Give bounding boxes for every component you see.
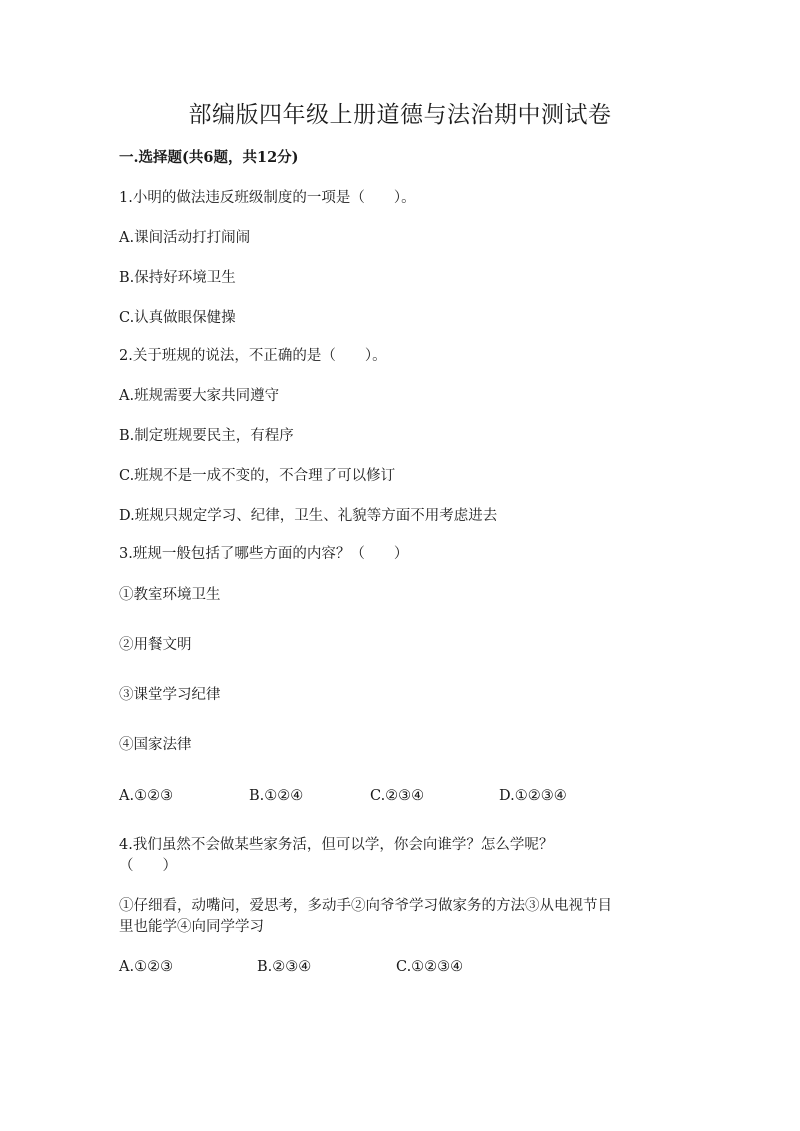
question-4-items-continued: 里也能学④向同学学习: [119, 919, 264, 935]
question-4-items: ①仔细看，动嘴问，爱思考，多动手②向爷爷学习做家务的方法③从电视节目: [119, 898, 612, 914]
question-3-stem: 3.班规一般包括了哪些方面的内容？（ ）: [119, 546, 409, 562]
question-2-stem: 2.关于班规的说法，不正确的是（ ）。: [119, 348, 387, 364]
question-2-option-c: C.班规不是一成不变的，不合理了可以修订: [119, 468, 396, 484]
question-3-option-d: D.①②③④: [499, 788, 567, 804]
question-2-option-d: D.班规只规定学习、纪律，卫生、礼貌等方面不用考虑进去: [119, 508, 498, 524]
question-4-option-a: A.①②③: [119, 959, 174, 975]
question-4-option-c: C.①②③④: [396, 959, 464, 975]
question-1-stem: 1.小明的做法违反班级制度的一项是（ ）。: [119, 190, 416, 206]
question-4-option-b: B.②③④: [257, 959, 312, 975]
question-4-stem: 4.我们虽然不会做某些家务活，但可以学，你会向谁学？怎么学呢？: [119, 837, 554, 853]
question-1-option-a: A.课间活动打打闹闹: [119, 230, 251, 246]
question-4-stem-blank: （ ）: [119, 858, 177, 874]
question-3-item-3: ③课堂学习纪律: [119, 687, 221, 703]
question-3-item-4: ④国家法律: [119, 737, 192, 753]
question-3-option-b: B.①②④: [249, 788, 304, 804]
question-3-item-1: ①教室环境卫生: [119, 587, 221, 603]
question-1-option-c: C.认真做眼保健操: [119, 310, 236, 326]
question-3-item-2: ②用餐文明: [119, 637, 192, 653]
section-heading: 一.选择题(共6题，共12分): [119, 149, 299, 166]
question-3-option-c: C.②③④: [370, 788, 425, 804]
question-3-option-a: A.①②③: [119, 788, 174, 804]
page-title: 部编版四年级上册道德与法治期中测试卷: [188, 102, 612, 128]
question-2-option-a: A.班规需要大家共同遵守: [119, 388, 280, 404]
question-2-option-b: B.制定班规要民主，有程序: [119, 428, 294, 444]
question-1-option-b: B.保持好环境卫生: [119, 270, 236, 286]
